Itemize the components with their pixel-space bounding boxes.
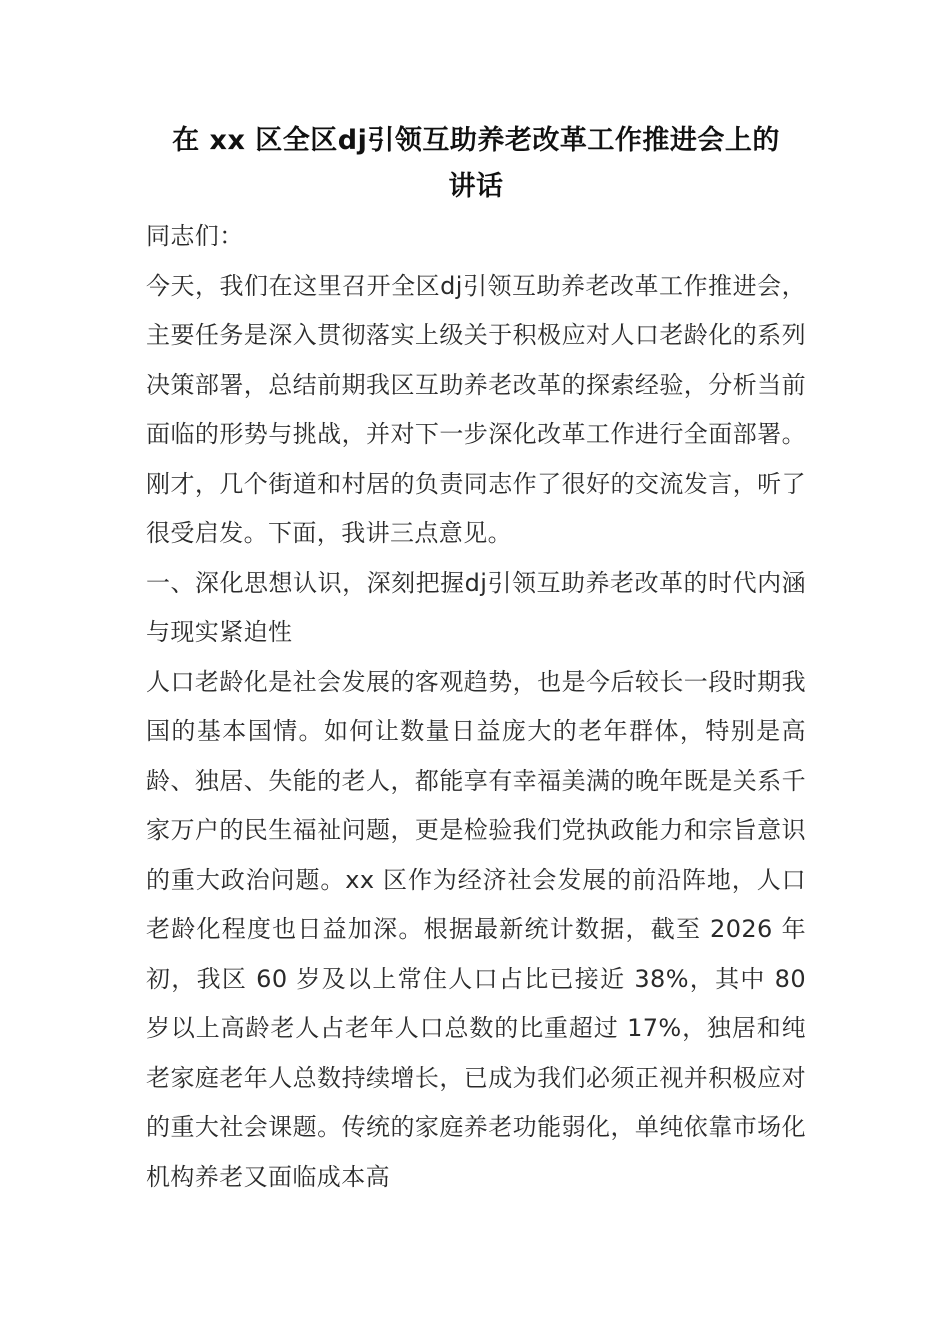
paragraph-section-1: 人口老龄化是社会发展的客观趋势，也是今后较长一段时期我国的基本国情。如何让数量日益庞大的老年群体，特别是高龄、独居、失能的老人，都能享有幸福美满的晚年既是关系千家万户的民生福祉问题，更是检验我们党执政能力和宗旨意识的重大政治问题。xx 区作为经济社会发展的前沿阵地，人口老龄化程度也日益加深。根据最新统计数据，截至 2026 年初，我区 60 岁及以上常住人口占比已接近 38%，其中 80 岁以上高龄老人占老年人口总数的比重超过 17%，独居和纯老家庭老年人总数持续增长，已成为我们必须正视并积极应对的重大社会课题。传统的家庭养老功能弱化，单纯依靠市场化机构养老又面临成本高 (146, 667, 806, 1191)
document-page (146, 118, 806, 1202)
section-heading-1: 一、深化思想认识，深刻把握dj引领互助养老改革的时代内涵与现实紧迫性 (146, 568, 806, 646)
document-body (146, 212, 806, 1202)
title-line-2: 讲话 (448, 171, 504, 202)
document-title (146, 118, 806, 210)
title-line-1: 在 xx 区全区dj引领互助养老改革工作推进会上的 (172, 125, 780, 156)
paragraph-opening: 今天，我们在这里召开全区dj引领互助养老改革工作推进会，主要任务是深入贯彻落实上级关于积极应对人口老龄化的系列决策部署，总结前期我区互助养老改革的探索经验，分析当前面临的形势与挑战，并对下一步深化改革工作进行全面部署。刚才，几个街道和村居的负责同志作了很好的交流发言，听了很受启发。下面，我讲三点意见。 (146, 271, 806, 547)
salutation: 同志们： (146, 222, 244, 250)
